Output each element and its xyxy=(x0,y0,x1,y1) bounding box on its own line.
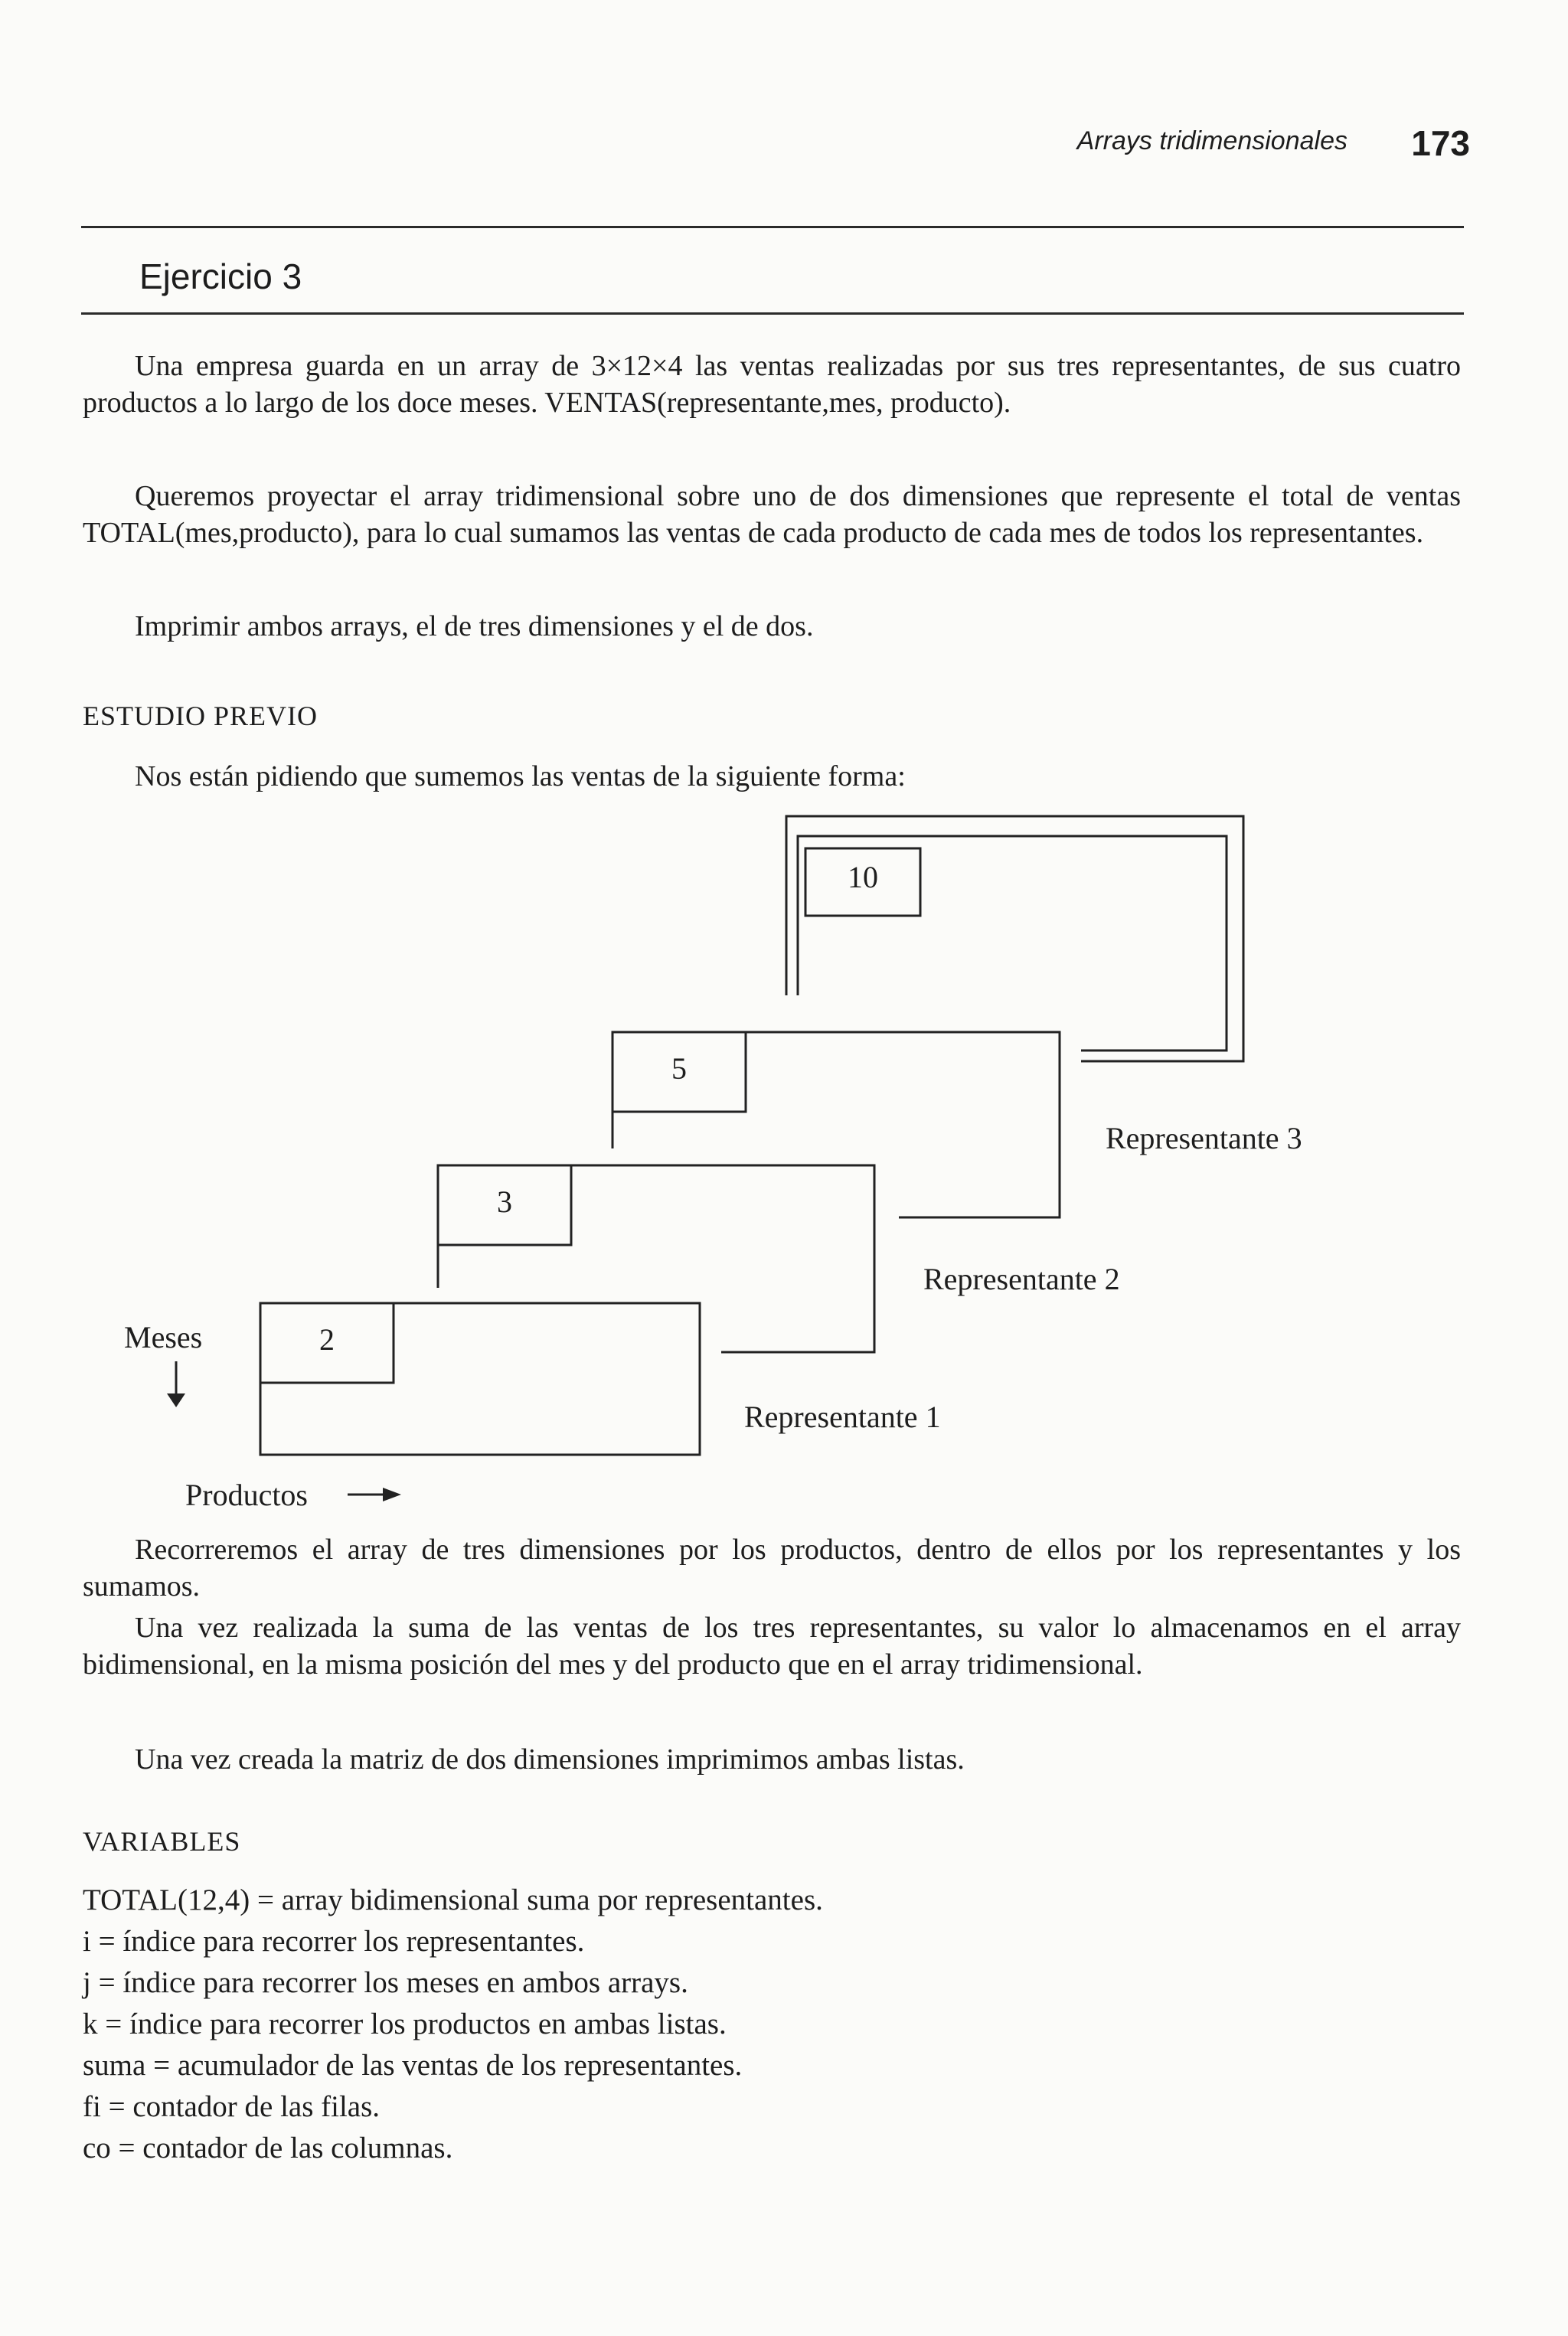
variable-line-j: j = índice para recorrer los meses en ambos arrays. xyxy=(83,1966,688,1999)
explanation-paragraph-2: Una vez realizada la suma de las ventas de los tres representantes, su valor lo almacenamos en el array bidimensional, en la misma posición del mes y del producto que en el array tridimensional. xyxy=(83,1612,1461,1681)
section-heading-estudio-previo: ESTUDIO PREVIO xyxy=(83,701,318,731)
axis-label-meses: Meses xyxy=(124,1320,203,1354)
representative-1-cell-value: 3 xyxy=(497,1184,512,1220)
statement-paragraph-2: Queremos proyectar el array tridimensional sobre uno de dos dimensiones que represente el total de ventas TOTAL(mes,producto), para lo cual sumamos las ventas de cada producto de cada mes de todos los representantes. xyxy=(83,480,1461,549)
variable-line-co: co = contador de las columnas. xyxy=(83,2132,453,2164)
variable-line-i: i = índice para recorrer los representantes. xyxy=(83,1925,585,1958)
front-layer-cell-value: 2 xyxy=(319,1322,335,1357)
representative-1-label: Representante 1 xyxy=(744,1400,941,1434)
running-header-title: Arrays tridimensionales xyxy=(1076,126,1348,155)
statement-paragraph-1: Una empresa guarda en un array de 3×12×4 las ventas realizadas por sus tres representantes, de sus cuatro productos a lo largo de los doce meses. VENTAS(representante,mes, producto). xyxy=(83,350,1461,419)
section-heading-variables: VARIABLES xyxy=(83,1826,241,1857)
variable-line-suma: suma = acumulador de las ventas de los representantes. xyxy=(83,2049,743,2082)
statement-paragraph-3: Imprimir ambos arrays, el de tres dimensiones y el de dos. xyxy=(135,610,814,642)
representative-3-label: Representante 3 xyxy=(1106,1121,1302,1155)
arrow-right-icon xyxy=(383,1488,401,1501)
variable-line-total: TOTAL(12,4) = array bidimensional suma por representantes. xyxy=(83,1884,823,1916)
representative-3-layer xyxy=(786,816,1243,1061)
page-number: 173 xyxy=(1411,123,1470,163)
representative-3-cell-value: 10 xyxy=(848,860,878,895)
explanation-paragraph-1: Recorreremos el array de tres dimensiones por los productos, dentro de ellos por los representantes y los sumamos. xyxy=(83,1534,1461,1603)
arrow-down-icon xyxy=(167,1393,185,1407)
representative-2-cell-value: 5 xyxy=(671,1051,687,1086)
variable-line-fi: fi = contador de las filas. xyxy=(83,2090,381,2123)
explanation-paragraph-3: Una vez creada la matriz de dos dimensiones imprimimos ambas listas. xyxy=(135,1743,965,1776)
axis-label-productos: Productos xyxy=(185,1478,308,1512)
estudio-previo-intro: Nos están pidiendo que sumemos las ventas de la siguiente forma: xyxy=(135,760,906,792)
representative-2-label: Representante 2 xyxy=(923,1262,1120,1296)
exercise-title: Ejercicio 3 xyxy=(139,256,302,296)
variable-line-k: k = índice para recorrer los productos en ambas listas. xyxy=(83,2008,727,2040)
